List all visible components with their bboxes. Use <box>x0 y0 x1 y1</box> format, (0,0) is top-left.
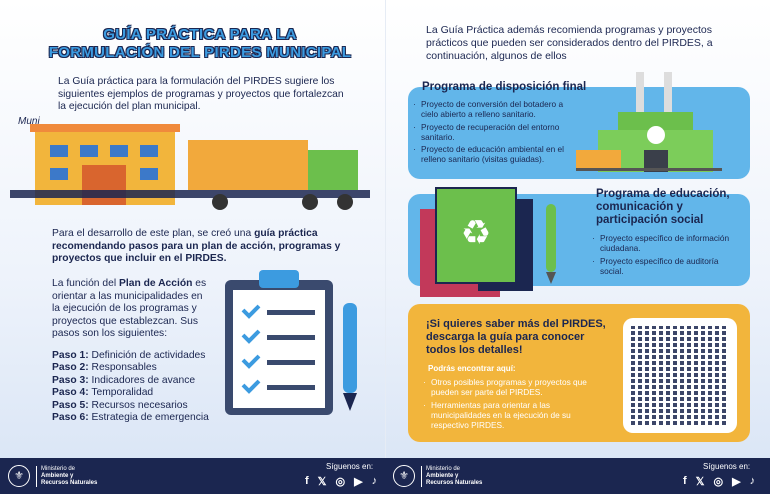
title-line: FORMULACIÓN DEL PIRDES MUNICIPAL <box>48 44 352 61</box>
steps-list <box>52 350 232 424</box>
footer-right <box>385 458 770 494</box>
text: La función del <box>52 278 119 289</box>
program-title: Programa de disposición final <box>422 81 587 93</box>
program-items <box>412 99 564 167</box>
ministry-seal-icon: ⚜ <box>393 465 415 487</box>
follow-label: Síguenos en: <box>326 462 374 471</box>
cta-items <box>422 377 602 432</box>
youtube-icon[interactable]: ▶ <box>732 476 741 488</box>
instagram-icon[interactable]: ◎ <box>713 476 724 488</box>
intro-text: La Guía práctica para la formulación del PIRDES sugiere los siguientes ejemplos de programas y proyectos que fortalezcan la ejecución del plan municipal. <box>58 76 344 112</box>
left-panel <box>0 0 385 458</box>
list-item: · Proyecto de conversión del botadero a cielo abierto a relleno sanitario. <box>412 99 564 120</box>
program-title: Programa de educación, comunicación y participación social <box>596 188 730 226</box>
list-item: · Proyecto específico de auditoría social. <box>591 256 741 277</box>
tiktok-icon[interactable]: ♪ <box>749 475 756 487</box>
facebook-icon[interactable]: f <box>305 475 309 487</box>
step-item: Paso 6: Estrategia de emergencia <box>52 412 209 424</box>
title-line: GUÍA PRÁCTICA PARA LA <box>103 26 297 43</box>
step-item: Paso 2: Responsables <box>52 362 157 374</box>
text-bold: guía práctica recomendando pasos para un plan de acción, programas y proyectos que incluir en el PIRDES. <box>52 228 341 264</box>
books-recycle-icon <box>418 184 568 299</box>
instagram-icon[interactable]: ◎ <box>335 476 346 488</box>
cta-title: ¡Si quieres saber más del PIRDES, descarga la guía para conocer todos los detalles! <box>426 318 606 356</box>
qr-pattern <box>631 326 729 425</box>
download-guide-card <box>408 304 750 442</box>
page-title <box>40 26 360 62</box>
footer-left <box>0 458 385 494</box>
list-item: · Herramientas para orientar a las municipalidades en la ejecución de su respectivo PIRDES. <box>422 400 602 431</box>
municipality-truck-illustration <box>10 110 370 220</box>
right-panel <box>385 0 770 458</box>
facebook-icon[interactable]: f <box>683 475 687 487</box>
list-item: · Proyecto de recuperación del entorno sanitario. <box>412 122 564 143</box>
clipboard-checklist-icon <box>225 268 375 418</box>
recycling-plant-icon <box>576 60 736 178</box>
action-plan-description <box>52 278 212 341</box>
tiktok-icon[interactable]: ♪ <box>371 475 378 487</box>
ministry-name: Ministerio de Ambiente y Recursos Naturales <box>36 466 97 487</box>
text: es orientar a las municipalidades en la ejecución de los programas y proyectos que establezcan. Sus pasos son los siguientes: <box>52 278 207 339</box>
list-item: · Otros posibles programas y proyectos que pueden ser parte del PIRDES. <box>422 377 602 398</box>
muni-sign: Muni <box>18 116 40 127</box>
svg-text:♻: ♻ <box>460 214 492 252</box>
program-items <box>591 233 741 278</box>
ministry-seal-icon: ⚜ <box>8 465 30 487</box>
x-icon[interactable]: 𝕏 <box>317 476 327 488</box>
step-item: Paso 4: Temporalidad <box>52 387 154 399</box>
x-icon[interactable]: 𝕏 <box>695 476 705 488</box>
step-item: Paso 3: Indicadores de avance <box>52 374 196 386</box>
follow-label: Síguenos en: <box>703 462 751 471</box>
youtube-icon[interactable]: ▶ <box>354 476 363 488</box>
plan-description <box>52 228 342 266</box>
step-item: Paso 1: Definición de actividades <box>52 350 206 361</box>
text-bold: Plan de Acción <box>118 278 193 289</box>
text: Para el desarrollo de este plan, se creó una <box>52 228 255 239</box>
right-intro: La Guía Práctica además recomienda programas y proyectos prácticos que pueden ser considerados dentro del PIRDES, a continuación, algunos de ellos <box>426 24 713 62</box>
cta-subtitle: Podrás encontrar aquí: <box>428 364 516 373</box>
ministry-name: Ministerio de Ambiente y Recursos Naturales <box>421 466 482 487</box>
social-links <box>683 475 755 488</box>
list-item: · Proyecto de educación ambiental en el relleno sanitario (visitas guiadas). <box>412 144 564 165</box>
qr-code[interactable] <box>623 318 737 433</box>
step-item: Paso 5: Recursos necesarios <box>52 399 188 411</box>
list-item: · Proyecto específico de información ciudadana. <box>591 233 741 254</box>
social-links <box>305 475 377 488</box>
